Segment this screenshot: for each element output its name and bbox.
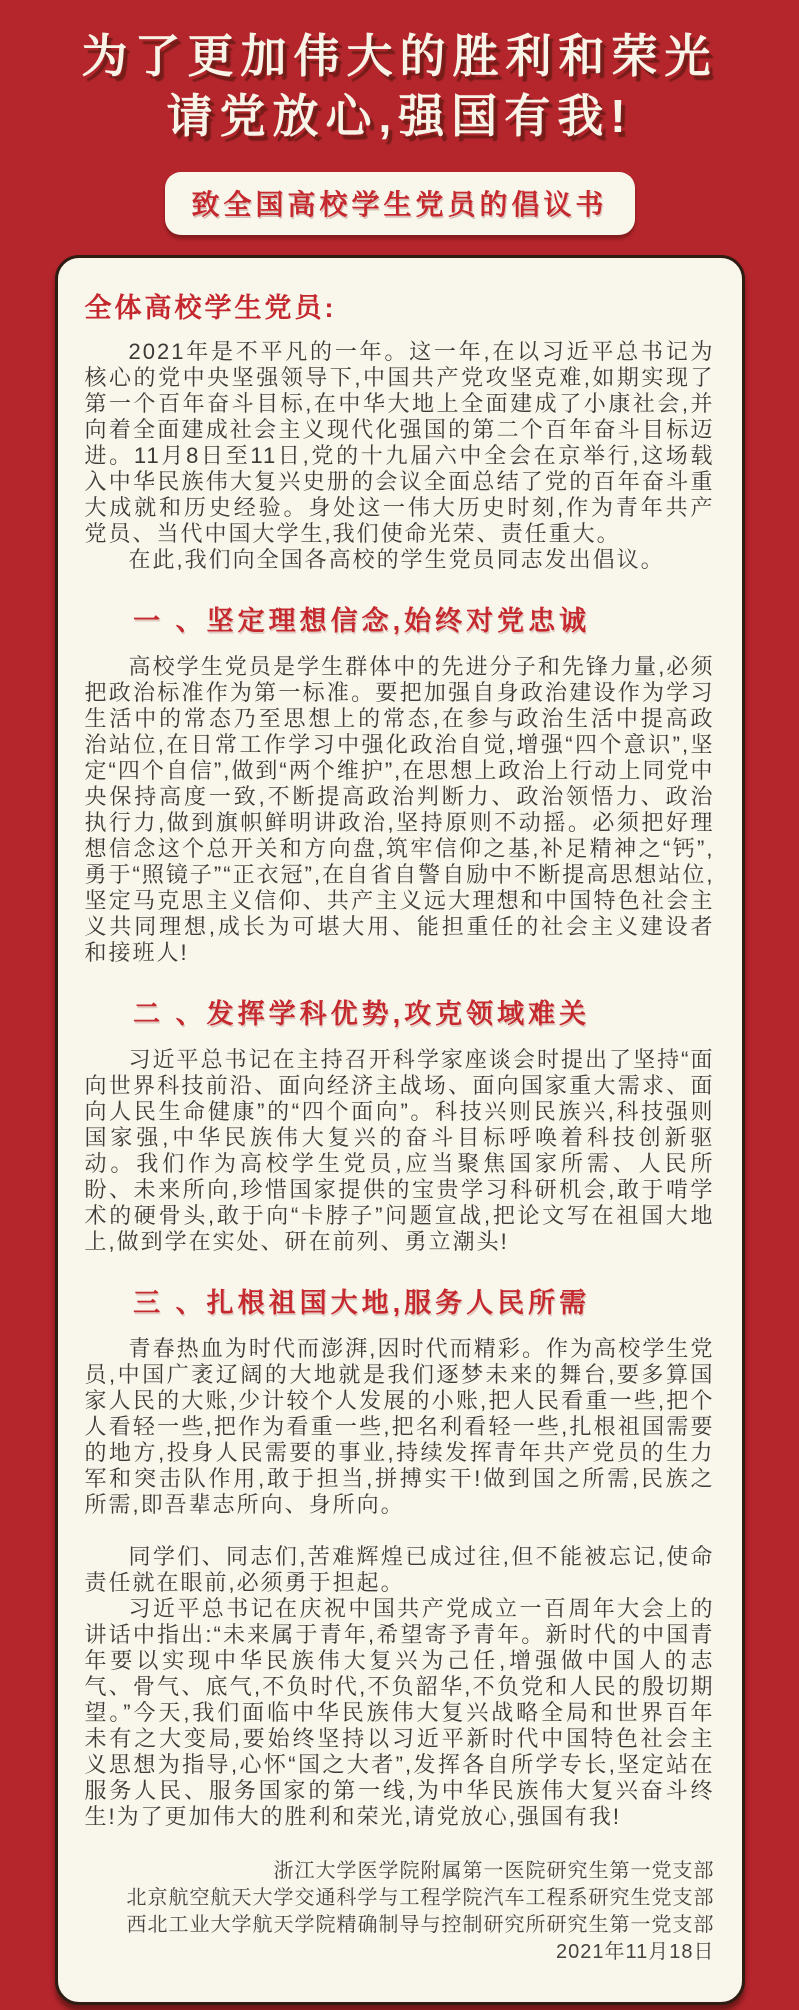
letter-card xyxy=(55,255,745,2005)
intro-paragraph-1: 2021年是不平凡的一年。这一年,在以习近平总书记为核心的党中央坚强领导下,中国共产党攻坚克难,如期实现了第一个百年奋斗目标,在中华大地上全面建成了小康社会,并向着全面建成社会主义现代化强国的第二个百年奋斗目标迈进。11月8日至11日,党的十九届六中全会在京举行,这场载入中华民族伟大复兴史册的会议全面总结了党的百年奋斗重大成就和历史经验。身处这一伟大历史时刻,作为青年共产党员、当代中国大学生,我们使命光荣、责任重大。 xyxy=(84,339,715,546)
section-1-heading: 一 、坚定理想信念,始终对党忠诚 xyxy=(133,606,591,636)
closing-paragraph-1: 同学们、同志们,苦难辉煌已成过往,但不能被忘记,使命责任就在眼前,必须勇于担起。 xyxy=(84,1544,715,1595)
intro-paragraph-2: 在此,我们向全国各高校的学生党员同志发出倡议。 xyxy=(128,547,665,572)
salutation: 全体高校学生党员: xyxy=(84,293,337,323)
section-1-body: 高校学生党员是学生群体中的先进分子和先锋力量,必须把政治标准作为第一标准。要把加强自身政治建设作为学习生活中的常态乃至思想上的常态,在参与政治生活中提高政治站位,在日常工作学习中强化政治自觉,增强“四个意识”,坚定“四个自信”,做到“两个维护”,在思想上政治上行动上同党中央保持高度一致,不断提高政治判断力、政治领悟力、政治执行力,做到旗帜鲜明讲政治,坚持原则不动摇。必须把好理想信念这个总开关和方向盘,筑牢信仰之基,补足精神之“钙”,勇于“照镜子”“正衣冠”,在自省自警自励中不断提高思想站位,坚定马克思主义信仰、共产主义远大理想和中国特色社会主义共同理想,成长为可堪大用、能担重任的社会主义建设者和接班人! xyxy=(84,654,715,965)
section-2-body: 习近平总书记在主持召开科学家座谈会时提出了坚持“面向世界科技前沿、面向经济主战场、面向国家重大需求、面向人民生命健康”的“四个面向”。科技兴则民族兴,科技强则国家强,中华民族伟大复兴的奋斗目标呼唤着科技创新驱动。我们作为高校学生党员,应当聚焦国家所需、人民所盼、未来所向,珍惜国家提供的宝贵学习科研机会,敢于啃学术的硬骨头,敢于向“卡脖子”问题宣战,把论文写在祖国大地上,做到学在实处、研在前列、勇立潮头! xyxy=(84,1047,715,1254)
main-title-line1: 为了更加伟大的胜利和荣光 xyxy=(81,30,718,82)
signature-date: 2021年11月18日 xyxy=(556,1941,715,1963)
signature-line-3: 西北工业大学航天学院精确制导与控制研究所研究生第一党支部 xyxy=(126,1914,715,1936)
main-title-line2: 请党放心,强国有我! xyxy=(166,90,633,142)
signature-line-2: 北京航空航天大学交通科学与工程学院汽车工程系研究生党支部 xyxy=(126,1887,715,1909)
subtitle-badge-label: 致全国高校学生党员的倡议书 xyxy=(191,189,608,220)
signature-line-1: 浙江大学医学院附属第一医院研究生第一党支部 xyxy=(273,1860,715,1882)
signature-block xyxy=(85,1858,715,1966)
closing-paragraph-2: 习近平总书记在庆祝中国共产党成立一百周年大会上的讲话中指出:“未来属于青年,希望寄予青年。新时代的中国青年要以实现中华民族伟大复兴为己任,增强做中国人的志气、骨气、底气,不负时代,不负韶华,不负党和人民的殷切期望。”今天,我们面临中华民族伟大复兴战略全局和世界百年未有之大变局,要始终坚持以习近平新时代中国特色社会主义思想为指导,心怀“国之大者”,发挥各自所学专长,坚定站在服务人民、服务国家的第一线,为中华民族伟大复兴奋斗终生!为了更加伟大的胜利和荣光,请党放心,强国有我! xyxy=(84,1596,715,1829)
section-3-heading: 三 、扎根祖国大地,服务人民所需 xyxy=(133,1288,591,1318)
section-2-heading: 二 、发挥学科优势,攻克领域难关 xyxy=(133,999,591,1029)
section-3-body: 青春热血为时代而澎湃,因时代而精彩。作为高校学生党员,中国广袤辽阔的大地就是我们逐梦未来的舞台,要多算国家人民的大账,少计较个人发展的小账,把人民看重一些,把个人看轻一些,把作为看重一些,把名利看轻一些,扎根祖国需要的地方,投身人民需要的事业,持续发挥青年共产党员的生力军和突击队作用,敢于担当,拼搏实干!做到国之所需,民族之所需,即吾辈志所向、身所向。 xyxy=(84,1336,715,1517)
subtitle-badge xyxy=(165,172,635,235)
